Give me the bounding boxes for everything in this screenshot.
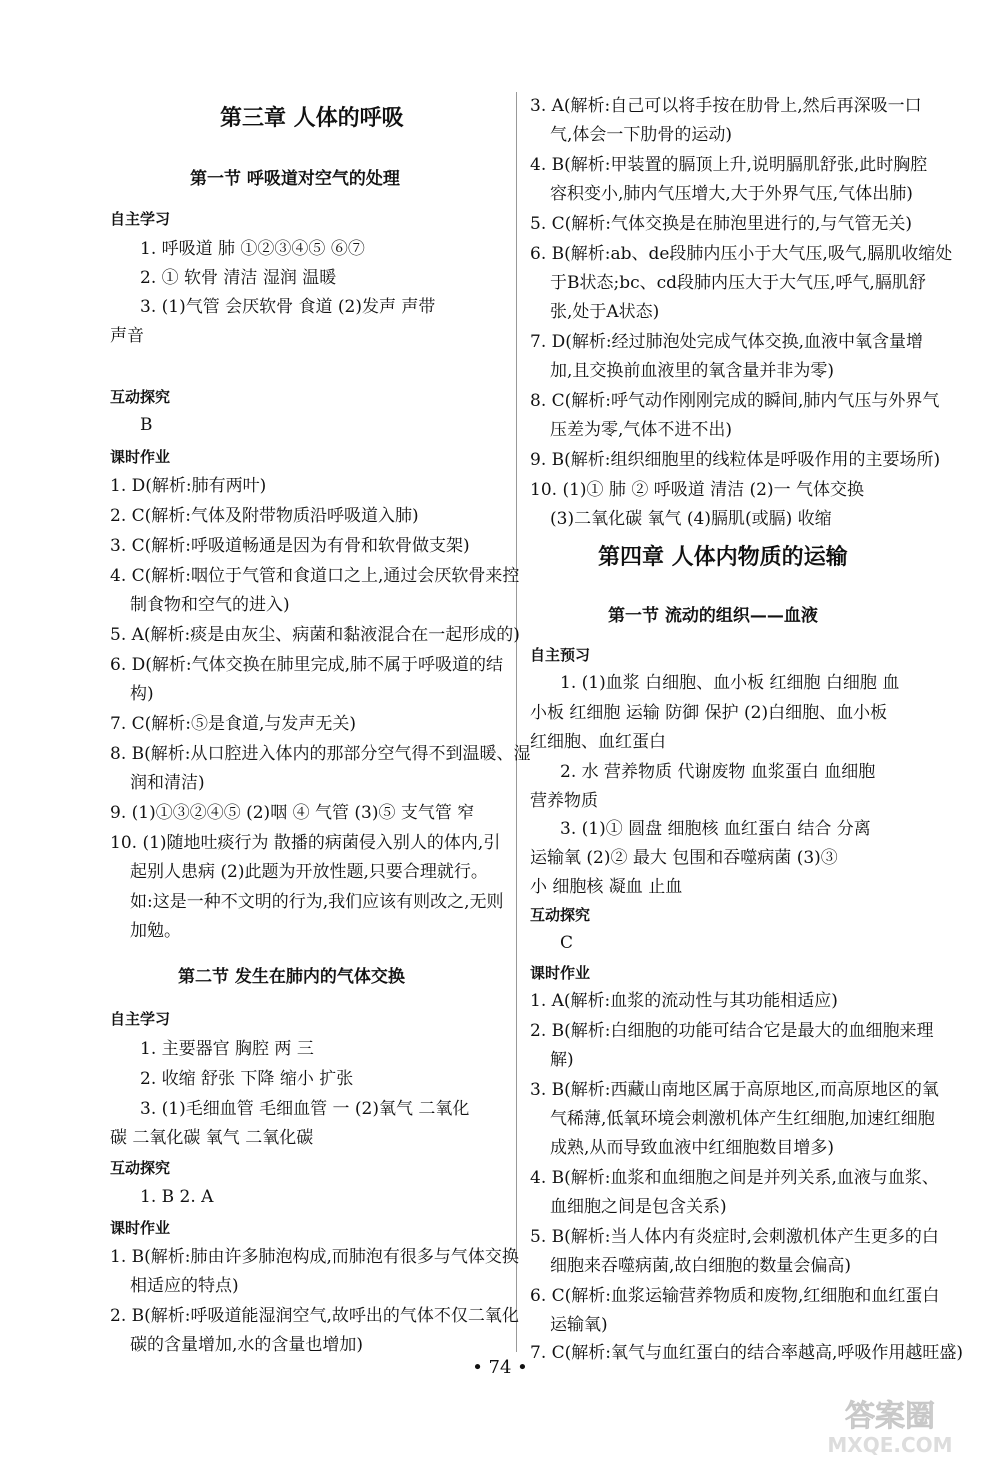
answer-line: 1. B(解析:肺由许多肺泡构成,而肺泡有很多与气体交换 xyxy=(110,1247,519,1267)
answer-line: 于B状态;bc、cd段肺内压大于大气压,呼气,膈肌舒 xyxy=(550,273,926,293)
answer-line: 1. D(解析:肺有两叶) xyxy=(110,476,267,496)
heading-hudong: 互动探究 xyxy=(110,388,171,406)
answer-line: 营养物质 xyxy=(530,791,598,811)
heading-keshi: 课时作业 xyxy=(110,448,171,466)
answer-line: 2. C(解析:气体及附带物质沿呼吸道入肺) xyxy=(110,506,419,526)
watermark-url: MXQE.COM xyxy=(827,1433,953,1456)
answer-line: 7. C(解析:氧气与血红蛋白的结合率越高,呼吸作用越旺盛) xyxy=(530,1343,964,1363)
answer-line: 2. 收缩 舒张 下降 缩小 扩张 xyxy=(140,1069,354,1089)
answer-line: 9. (1)①③②④⑤ (2)咽 ④ 气管 (3)⑤ 支气管 窄 xyxy=(110,803,475,823)
page-number: • 74 • xyxy=(472,1357,528,1378)
answer-line: 相适应的特点) xyxy=(130,1276,239,1296)
answer-line: 8. C(解析:呼气动作刚刚完成的瞬间,肺内气压与外界气 xyxy=(530,391,940,411)
answer-line: 3. (1)气管 会厌软骨 食道 (2)发声 声带 xyxy=(140,297,436,317)
answer-line: 1. B 2. A xyxy=(140,1187,214,1207)
answer-line: 小 细胞核 凝血 止血 xyxy=(530,877,683,897)
answer-line: 运输氧 (2)② 最大 包围和吞噬病菌 (3)③ xyxy=(530,848,838,868)
answer-line: 7. C(解析:⑤是食道,与发声无关) xyxy=(110,714,357,734)
answer-line: 5. C(解析:气体交换是在肺泡里进行的,与气管无关) xyxy=(530,214,913,234)
answer-line: 碳 二氧化碳 氧气 二氧化碳 xyxy=(110,1128,314,1148)
answer-line: 3. (1)毛细血管 毛细血管 一 (2)氧气 二氧化 xyxy=(140,1099,470,1119)
heading-hudong: 互动探究 xyxy=(110,1159,171,1177)
answer-line: 如:这是一种不文明的行为,我们应该有则改之,无则 xyxy=(130,892,504,912)
answer-line: 1. A(解析:血浆的流动性与其功能相适应) xyxy=(530,991,838,1011)
answer-line: 3. A(解析:自己可以将手按在肋骨上,然后再深吸一口 xyxy=(530,96,922,116)
answer-line: 声音 xyxy=(110,326,144,346)
answer-line: 加勉。 xyxy=(130,921,181,941)
watermark-text: 答案圈 xyxy=(845,1399,935,1434)
answer-line: 4. B(解析:血浆和血细胞之间是并列关系,血液与血浆、 xyxy=(530,1168,939,1188)
answer-line: 加,且交换前血液里的氧含量并非为零) xyxy=(550,361,835,381)
answer-line: 容积变小,肺内气压增大,大于外界气压,气体出肺) xyxy=(550,184,913,204)
answer-line: 1. (1)血浆 白细胞、血小板 红细胞 白细胞 血 xyxy=(560,673,900,693)
answer-line: 10. (1)① 肺 ② 呼吸道 清洁 (2)一 气体交换 xyxy=(530,480,865,500)
answer-line: 起别人患病 (2)此题为开放性题,只要合理就行。 xyxy=(130,862,488,882)
answer-line: 2. B(解析:白细胞的功能可结合它是最大的血细胞来理 xyxy=(530,1021,934,1041)
answer-line: 气稀薄,低氧环境会刺激机体产生红细胞,加速红细胞 xyxy=(550,1109,935,1129)
heading-yuxi: 自主预习 xyxy=(530,646,591,664)
answer-line: 5. A(解析:痰是由灰尘、病菌和黏液混合在一起形成的) xyxy=(110,625,520,645)
answer-line: 压差为零,气体不进不出) xyxy=(550,420,733,440)
answer-line: (3)二氧化碳 氧气 (4)膈肌(或膈) 收缩 xyxy=(550,509,832,529)
answer-line: 2. ① 软骨 清洁 湿润 温暖 xyxy=(140,268,337,288)
chapter-4-title: 第四章 人体内物质的运输 xyxy=(598,545,848,570)
answer-line: 6. B(解析:ab、de段肺内压小于大气压,吸气,膈肌收缩处 xyxy=(530,244,953,264)
answer-line: 1. 呼吸道 肺 ①②③④⑤ ⑥⑦ xyxy=(140,239,365,259)
heading-keshi: 课时作业 xyxy=(530,964,591,982)
answer-line: 构) xyxy=(130,684,154,704)
section-1-title: 第一节 呼吸道对空气的处理 xyxy=(190,169,400,189)
section-2-title: 第二节 发生在肺内的气体交换 xyxy=(178,967,405,987)
answer-line: 2. 水 营养物质 代谢废物 血浆蛋白 血细胞 xyxy=(560,762,876,782)
answer-line: 成熟,从而导致血液中红细胞数目增多) xyxy=(550,1138,835,1158)
answer-line: 血细胞之间是包含关系) xyxy=(550,1197,727,1217)
answer-line: 4. C(解析:咽位于气管和食道口之上,通过会厌软骨来控 xyxy=(110,566,520,586)
answer-line: 气,体会一下肋骨的运动) xyxy=(550,125,733,145)
answer-line: 5. B(解析:当人体内有炎症时,会刺激机体产生更多的白 xyxy=(530,1227,939,1247)
answer-line: 张,处于A状态) xyxy=(550,302,660,322)
answer-line: 1. 主要器官 胸腔 两 三 xyxy=(140,1039,314,1059)
answer-line: 解) xyxy=(550,1050,574,1070)
heading-keshi: 课时作业 xyxy=(110,1219,171,1237)
answer-line: 3. (1)① 圆盘 细胞核 血红蛋白 结合 分离 xyxy=(560,819,871,839)
answer-line: 红细胞、血红蛋白 xyxy=(530,732,666,752)
answer-line: 小板 红细胞 运输 防御 保护 (2)白细胞、血小板 xyxy=(530,703,888,723)
answer-line: 4. B(解析:甲装置的膈顶上升,说明膈肌舒张,此时胸腔 xyxy=(530,155,928,175)
answer-line: C xyxy=(560,933,574,953)
answer-line: 细胞来吞噬病菌,故白细胞的数量会偏高) xyxy=(550,1256,852,1276)
watermark-logo xyxy=(790,1392,990,1456)
answer-line: 制食物和空气的进入) xyxy=(130,595,290,615)
answer-line: 8. B(解析:从口腔进入体内的那部分空气得不到温暖、湿 xyxy=(110,744,531,764)
answer-line: 3. C(解析:呼吸道畅通是因为有骨和软骨做支架) xyxy=(110,536,470,556)
answer-line: 碳的含量增加,水的含量也增加) xyxy=(130,1335,364,1355)
answer-line: B xyxy=(140,415,153,435)
heading-zizhu: 自主学习 xyxy=(110,1010,171,1028)
column-divider xyxy=(516,92,517,1352)
answer-line: 6. D(解析:气体交换在肺里完成,肺不属于呼吸道的结 xyxy=(110,655,504,675)
answer-line: 运输氧) xyxy=(550,1315,608,1335)
answer-line: 3. B(解析:西藏山南地区属于高原地区,而高原地区的氧 xyxy=(530,1080,939,1100)
answer-line: 9. B(解析:组织细胞里的线粒体是呼吸作用的主要场所) xyxy=(530,450,941,470)
answer-line: 润和清洁) xyxy=(130,773,205,793)
chapter-3-title: 第三章 人体的呼吸 xyxy=(220,106,404,131)
answer-line: 6. C(解析:血浆运输营养物质和废物,红细胞和血红蛋白 xyxy=(530,1286,940,1306)
heading-zizhu: 自主学习 xyxy=(110,210,171,228)
heading-hudong: 互动探究 xyxy=(530,906,591,924)
answer-line: 10. (1)随地吐痰行为 散播的病菌侵入别人的体内,引 xyxy=(110,833,501,853)
answer-line: 7. D(解析:经过肺泡处完成气体交换,血液中氧含量增 xyxy=(530,332,924,352)
answer-line: 2. B(解析:呼吸道能湿润空气,故呼出的气体不仅二氧化 xyxy=(110,1306,519,1326)
section-title: 第一节 流动的组织——血液 xyxy=(608,606,818,626)
